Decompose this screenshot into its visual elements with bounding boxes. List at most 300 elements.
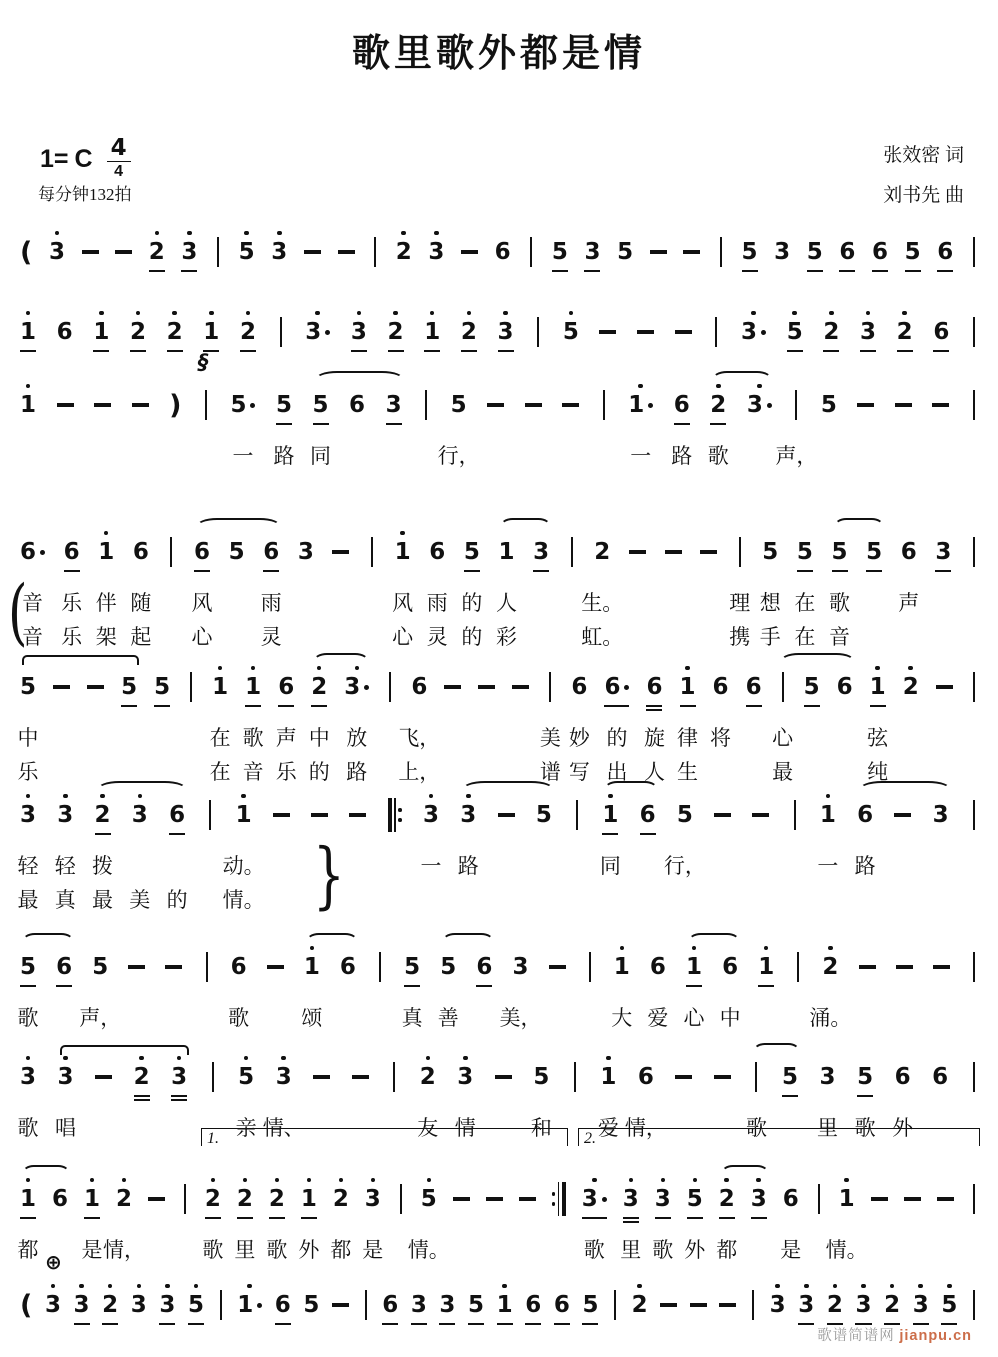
note-number: 1 [83, 1185, 100, 1212]
underline-beam [807, 270, 823, 272]
note-number: 2 [239, 318, 256, 345]
duration-line-zone [411, 702, 427, 716]
note-token [45, 1268, 61, 1334]
note-token [396, 215, 412, 281]
duration-dash [453, 1197, 470, 1200]
lyric-text: 轻 [54, 854, 76, 878]
duration-line-zone [277, 347, 285, 361]
duration-line-zone [970, 420, 978, 434]
lyric-syllable-row1 [234, 1228, 256, 1262]
note-token [499, 930, 542, 1030]
lyric-syllable-row1 [837, 716, 853, 750]
slur-arc [834, 518, 883, 535]
lyric-text: 将 [710, 726, 732, 750]
note-number: 5 [533, 1063, 550, 1090]
lyric-syllable-row1 [772, 716, 794, 750]
lyric-syllable-row1 [260, 581, 282, 615]
lyric-text: 音 [22, 591, 43, 615]
duration-line-zone [57, 830, 73, 844]
lyric-syllable-row1 [970, 716, 978, 750]
barline [794, 930, 802, 1030]
note-token [188, 1268, 204, 1334]
lyric-text: 的 [461, 591, 483, 615]
underline-beam [181, 270, 197, 272]
lyric-text: 情， [624, 1116, 667, 1140]
duration-line-zone [533, 1092, 549, 1106]
lyric-syllable-row2 [581, 615, 624, 649]
lyric-syllable-row2 [970, 615, 978, 649]
barline [720, 237, 722, 267]
lyric-syllable-row1 [376, 996, 384, 1030]
duration-dash [752, 778, 769, 912]
lyric-text: 生。 [581, 591, 624, 615]
note-token [933, 295, 949, 361]
note-number: 3 [741, 318, 758, 345]
underline-beam [439, 1323, 455, 1325]
note-number: 5 [686, 1185, 703, 1212]
underline-beam [93, 350, 109, 352]
note-token [498, 295, 514, 361]
note-number: 3 [350, 318, 367, 345]
lyric-syllable-row1 [935, 581, 951, 615]
underline-beam [832, 570, 848, 572]
barline [400, 1184, 402, 1214]
lyric-syllable-row1 [187, 716, 195, 750]
lyric-syllable-row1 [308, 716, 330, 750]
lyric-text: 在 [209, 760, 231, 784]
lyric-syllable-row1 [310, 434, 332, 468]
lyric-syllable-row1 [81, 1228, 103, 1262]
duration-dash [690, 1268, 707, 1334]
duration-dash [683, 215, 700, 281]
duration-line-zone [440, 982, 456, 996]
lyric-text: 心 [772, 726, 794, 750]
duration-line-zone [278, 702, 294, 716]
duration-dash [562, 368, 579, 468]
barline [277, 295, 285, 361]
duration-line-zone [749, 1320, 757, 1334]
duration-line-zone [263, 567, 279, 581]
note-token [92, 778, 114, 912]
note-number: 2 [129, 318, 146, 345]
octave-dot-zone [277, 215, 282, 237]
lyric-syllable-row1 [17, 1106, 39, 1140]
duration-line-zone [368, 567, 376, 581]
note-token [420, 778, 442, 912]
note-token [897, 295, 913, 361]
slur-arc [500, 518, 550, 535]
barline [530, 237, 532, 267]
high-octave-dot [136, 311, 141, 316]
duration-line-zone [154, 702, 170, 716]
lyric-text: 纯 [867, 760, 889, 784]
duration-line-zone [970, 1092, 978, 1106]
note-token [624, 1040, 667, 1140]
lyric-text: 爱 [597, 1116, 619, 1140]
barline [973, 952, 975, 982]
note-number: 5 [762, 538, 779, 565]
repeat-sign [388, 778, 402, 912]
underline-beam [84, 1217, 100, 1219]
duration-dash [932, 368, 949, 468]
high-octave-dot [393, 311, 398, 316]
note-token [742, 215, 758, 281]
watermark-domain-link[interactable]: jianpu.cn [899, 1328, 972, 1344]
lyric-syllable-row1 [746, 716, 762, 750]
note-number: 3 [774, 238, 791, 265]
duration-dash [338, 215, 355, 281]
note-number: 2 [236, 1185, 253, 1212]
duration-line-zone [586, 982, 594, 996]
lyric-text: 人 [643, 760, 665, 784]
barline [973, 317, 975, 347]
octave-dot-zone [638, 368, 643, 390]
octave-dot-zone [247, 1268, 252, 1290]
duration-dash [338, 250, 355, 253]
slur-arc [859, 781, 950, 798]
note-number: 1 [245, 673, 262, 700]
note-token [461, 295, 477, 361]
duration-dash [549, 930, 566, 1030]
underline-beam [134, 1095, 150, 1097]
lyric-text: 歌 [266, 1238, 288, 1262]
duration-dash [304, 215, 321, 281]
lyric-syllable-row1 [759, 581, 781, 615]
duration-line-zone [267, 982, 284, 996]
duration-line-zone [680, 702, 696, 716]
duration-dash [525, 368, 542, 468]
duration-line-zone [476, 982, 492, 996]
lyric-syllable-row1 [933, 996, 950, 1030]
underline-beam [935, 570, 951, 572]
duration-line-zone [487, 420, 504, 434]
note-number: 1 [20, 318, 37, 345]
lyric-text: 路 [346, 760, 368, 784]
duration-dash [675, 1040, 692, 1140]
underline-beam [188, 1323, 204, 1325]
lyric-syllable-row1 [17, 716, 39, 750]
note-token [898, 515, 920, 649]
lyric-syllable-row1 [154, 716, 170, 750]
lyric-syllable-row1 [487, 434, 504, 468]
lyric-text: 灵 [426, 625, 448, 649]
barline [973, 390, 975, 420]
token-row [17, 650, 978, 784]
duration-line-zone [897, 347, 913, 361]
octave-dot-zone [137, 1268, 142, 1290]
underline-beam [149, 270, 165, 272]
lyric-syllable-row1 [275, 716, 297, 750]
lyric-text: 歌 [854, 1116, 876, 1140]
note-number: 6 [20, 538, 37, 565]
underline-beam [194, 570, 210, 572]
duration-line-zone [404, 982, 420, 996]
note-token [166, 778, 188, 912]
duration-line-zone [206, 830, 214, 844]
duration-line-zone [301, 1214, 317, 1228]
lyric-text: 外 [892, 1116, 914, 1140]
barline [752, 1290, 754, 1320]
duration-dash [665, 515, 682, 649]
octave-dot-zone [26, 368, 31, 390]
duration-line-zone [821, 420, 837, 434]
note-token [563, 295, 579, 361]
barline [365, 1290, 367, 1320]
duration-dash [95, 1075, 112, 1078]
duration-line-zone [552, 267, 568, 281]
octave-dot-zone [241, 778, 246, 800]
note-token [362, 1162, 384, 1262]
lyric-text: 彩 [495, 625, 517, 649]
octave-dot-zone [55, 215, 60, 237]
duration-line-zone [807, 267, 823, 281]
note-number: 5 [468, 1291, 485, 1318]
note-token [275, 650, 297, 784]
duration-line-zone [600, 420, 608, 434]
note-number: 5 [303, 1291, 320, 1318]
note-number: 1 [303, 953, 320, 980]
barline [371, 215, 379, 281]
lyric-syllable-row1 [719, 996, 741, 1030]
underline-beam [167, 350, 183, 352]
note-number: 6 [132, 538, 149, 565]
duration-line-zone [751, 1214, 767, 1228]
lyric-text: 真 [401, 1006, 423, 1030]
duration-line-zone [584, 267, 600, 281]
note-token [102, 1268, 118, 1334]
note-number: 2 [332, 1185, 349, 1212]
note-number: 6 [274, 1291, 291, 1318]
underline-beam [655, 1217, 671, 1219]
duration-line-zone [93, 347, 109, 361]
duration-line-zone [563, 347, 579, 361]
duration-line-zone [411, 1320, 427, 1334]
duration-line-zone [970, 982, 978, 996]
barline [739, 537, 741, 567]
octave-dot-zone [79, 1268, 84, 1290]
duration-dash [690, 1303, 707, 1306]
note-number: 3 [622, 1185, 639, 1212]
duration-line-zone [313, 1092, 330, 1106]
note-number: 3 [44, 1291, 61, 1318]
note-token [468, 1268, 484, 1334]
lyric-syllable-row1 [937, 1228, 954, 1262]
octave-dot-zone [829, 295, 834, 317]
underline-beam [95, 833, 111, 835]
duration-line-zone [602, 830, 618, 844]
underline-beam [552, 270, 568, 272]
note-number: 3 [181, 238, 198, 265]
duration-line-zone [582, 1214, 607, 1228]
duration-dash [896, 930, 913, 1030]
note-token [905, 215, 921, 281]
duration-dash [859, 930, 876, 1030]
underline-beam [311, 705, 327, 707]
note-number: 2 [387, 318, 404, 345]
underline-beam [245, 705, 261, 707]
duration-line-zone [640, 830, 656, 844]
note-number: 2 [204, 1185, 221, 1212]
duration-line-zone [133, 567, 149, 581]
note-number: 3 [423, 801, 440, 828]
note-token [275, 1268, 291, 1334]
underline-beam [102, 1323, 118, 1325]
underline-beam [424, 350, 440, 352]
lyric-text: 轻 [17, 854, 39, 878]
duration-line-zone [970, 1214, 978, 1228]
duration-line-zone [64, 567, 80, 581]
octave-dot-zone [26, 778, 31, 800]
lyric-syllable-row1 [422, 434, 430, 468]
lyric-syllable-row2 [129, 878, 151, 912]
lyric-text: 都 [330, 1238, 352, 1262]
lyric-text: 外 [684, 1238, 706, 1262]
note-token [17, 778, 39, 912]
note-number: 2 [896, 318, 913, 345]
note-token [495, 215, 511, 281]
lyric-syllable-row1 [629, 581, 646, 615]
lyric-text: 是 [81, 1238, 103, 1262]
note-token [860, 295, 876, 361]
lyric-syllable-row1 [273, 844, 290, 878]
lyric-syllable-row1 [804, 716, 820, 750]
note-number: 5 [230, 391, 247, 418]
duration-line-zone [970, 830, 978, 844]
duration-line-zone [860, 347, 876, 361]
high-octave-dot [792, 311, 797, 316]
lyric-syllable-row1 [171, 1106, 187, 1140]
note-token [260, 515, 282, 649]
note-number: 3 [912, 1291, 929, 1318]
duration-dash [349, 778, 366, 912]
lyric-syllable-row2 [640, 878, 656, 912]
underline-beam [857, 1095, 873, 1097]
note-token [611, 930, 633, 1030]
note-number: 3 [428, 238, 445, 265]
duration-line-zone [687, 1214, 703, 1228]
lyric-text: 外 [298, 1238, 320, 1262]
duration-line-zone [20, 267, 32, 281]
duration-dash [714, 1075, 731, 1078]
duration-dash [82, 250, 99, 253]
octave-dot-zone [108, 1268, 113, 1290]
token-row [20, 215, 978, 281]
note-number: 6 [782, 1185, 799, 1212]
lyric-syllable-row2 [332, 615, 349, 649]
underline-beam [533, 570, 549, 572]
duration-line-zone [134, 1092, 150, 1106]
note-token [867, 650, 889, 784]
close-paren-mark: ) [169, 389, 182, 421]
note-number: 3 [769, 1291, 786, 1318]
duration-line-zone [527, 267, 535, 281]
note-number: 5 [857, 1063, 874, 1090]
duration-dash [562, 403, 579, 406]
duration-line-zone [439, 1320, 455, 1334]
duration-dash [752, 813, 769, 816]
duration-dash [714, 813, 731, 816]
octave-dot-zone [211, 1162, 216, 1184]
duration-line-zone [604, 702, 629, 716]
note-number: 5 [404, 953, 421, 980]
high-octave-dot [139, 1056, 144, 1061]
lyric-syllable-row2 [794, 615, 816, 649]
lyric-syllable-row1 [148, 1228, 165, 1262]
duration-line-zone [275, 1320, 291, 1334]
barline [280, 317, 282, 347]
octave-dot-zone [401, 215, 406, 237]
note-token [209, 650, 231, 784]
slur-arc [22, 1165, 69, 1182]
volta-bracket-1 [201, 1128, 568, 1146]
note-number: 1 [496, 1291, 513, 1318]
duration-line-zone [896, 982, 913, 996]
lyric-text: 颂 [301, 1006, 323, 1030]
barline [184, 1184, 186, 1214]
note-number: 3 [73, 1291, 90, 1318]
lyric-text: 歌 [228, 1006, 250, 1030]
barline [534, 295, 542, 361]
barline [576, 800, 578, 830]
octave-dot-zone [751, 295, 756, 317]
volta-label: 2. [584, 1130, 596, 1147]
octave-dot-zone [606, 1040, 611, 1062]
lyric-syllable-row1 [298, 1228, 320, 1262]
lyric-syllable-row2 [229, 615, 245, 649]
lyric-syllable-row1 [222, 844, 265, 878]
duration-line-zone [797, 567, 813, 581]
duration-line-zone [552, 1214, 566, 1228]
duration-line-zone [736, 567, 744, 581]
note-number: 1 [98, 538, 115, 565]
lyric-syllable-row1 [933, 844, 949, 878]
note-number: 5 [463, 538, 480, 565]
augmentation-dot [624, 685, 629, 690]
note-number: 5 [312, 391, 329, 418]
note-token [439, 1268, 455, 1334]
note-number: 6 [932, 1063, 949, 1090]
note-token [933, 778, 949, 912]
lyric-text: 生 [677, 760, 698, 784]
duration-line-zone [49, 267, 65, 281]
barline [973, 1184, 975, 1214]
duration-line-zone [148, 1214, 165, 1228]
duration-line-zone [714, 830, 731, 844]
duration-line-zone [710, 420, 726, 434]
lyric-syllable-row1 [79, 996, 122, 1030]
lyric-text: 风 [392, 591, 414, 615]
lyric-text: 路 [854, 854, 876, 878]
octave-dot-zone [393, 295, 398, 317]
barline [390, 1040, 398, 1140]
note-token [552, 215, 568, 281]
high-octave-dot [275, 1178, 280, 1183]
underline-beam [604, 705, 629, 707]
lyric-syllable-row1 [132, 844, 148, 878]
note-token [533, 515, 549, 649]
lyric-text: 放 [346, 726, 368, 750]
duration-line-zone [332, 567, 349, 581]
note-number: 2 [133, 1063, 150, 1090]
lyric-syllable-row1 [970, 1228, 978, 1262]
duration-dash [495, 1075, 512, 1078]
lyric-syllable-row1 [643, 716, 665, 750]
lyric-text: 歌 [707, 444, 729, 468]
note-number: 5 [803, 673, 820, 700]
underline-beam [497, 1323, 513, 1325]
note-number: 5 [820, 391, 837, 418]
duration-dash [937, 1162, 954, 1262]
